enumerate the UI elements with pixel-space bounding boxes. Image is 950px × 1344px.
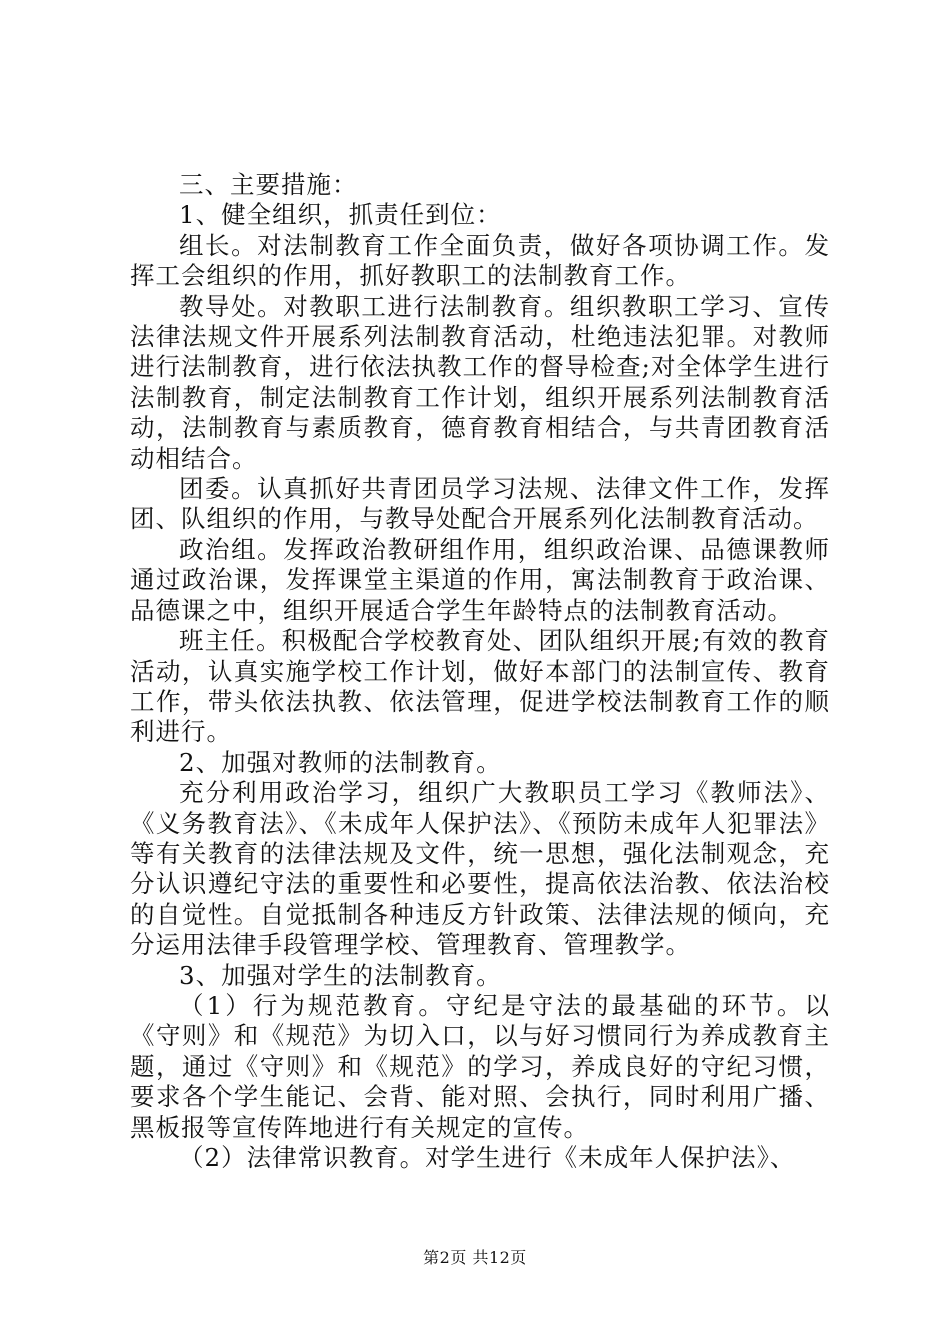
- paragraph-group-leader: 组长。对法制教育工作全面负责，做好各项协调工作。发挥工会组织的作用，抓好教职工的法制教育工作。: [130, 230, 830, 291]
- paragraph-class-teacher: 班主任。积极配合学校教育处、团队组织开展;有效的教育活动，认真实施学校工作计划，做好本部门的法制宣传、教育工作，带头依法执教、依法管理，促进学校法制教育工作的顺利进行。: [130, 626, 830, 747]
- page-number: 第2页 共12页: [423, 1248, 527, 1267]
- subsection-heading: 3、加强对学生的法制教育。: [179, 960, 502, 990]
- paragraph-legal-knowledge: （2）法律常识教育。对学生进行《未成年人保护法》、: [179, 1143, 796, 1172]
- paragraph-politics-group: 政治组。发挥政治教研组作用，组织政治课、品德课教师通过政治课，发挥课堂主渠道的作用，寓法制教育于政治课、品德课之中，组织开展适合学生年龄特点的法制教育活动。: [130, 534, 830, 625]
- subsection-heading: 2、加强对教师的法制教育。: [179, 747, 502, 777]
- paragraph-youth-league: 团委。认真抓好共青团员学习法规、法律文件工作，发挥团、队组织的作用，与教导处配合开展系列化法制教育活动。: [130, 474, 830, 534]
- paragraph-behavior-norms: （1）行为规范教育。守纪是守法的最基础的环节。以《守则》和《规范》为切入口，以与好习惯同行为养成教育主题，通过《守则》和《规范》的学习，养成良好的守纪习惯，要求各个学生能记、会背、能对照、会执行，同时利用广播、黑板报等宣传阵地进行有关规定的宣传。: [130, 990, 830, 1142]
- paragraph-teacher-education: 充分利用政治学习，组织广大教职员工学习《教师法》、《义务教育法》、《未成年人保护法》、《预防未成年人犯罪法》等有关教育的法律法规及文件，统一思想，强化法制观念，充分认识遵纪守法的重要性和必要性，提高依法治教、依法治校的自觉性。自觉抵制各种违反方针政策、法律法规的倾向，充分运用法律手段管理学校、管理教育、管理教学。: [130, 778, 830, 960]
- paragraph-academic-affairs: 教导处。对教职工进行法制教育。组织教职工学习、宣传法律法规文件开展系列法制教育活动，杜绝违法犯罪。对教师进行法制教育，进行依法执教工作的督导检查;对全体学生进行法制教育，制定法制教育工作计划，组织开展系列法制教育活动，法制教育与素质教育，德育教育相结合，与共青团教育活动相结合。: [130, 291, 830, 473]
- document-body: [130, 170, 830, 1173]
- section-heading: 三、主要措施：: [179, 170, 358, 199]
- subsection-heading: 1、健全组织，抓责任到位：: [179, 200, 502, 230]
